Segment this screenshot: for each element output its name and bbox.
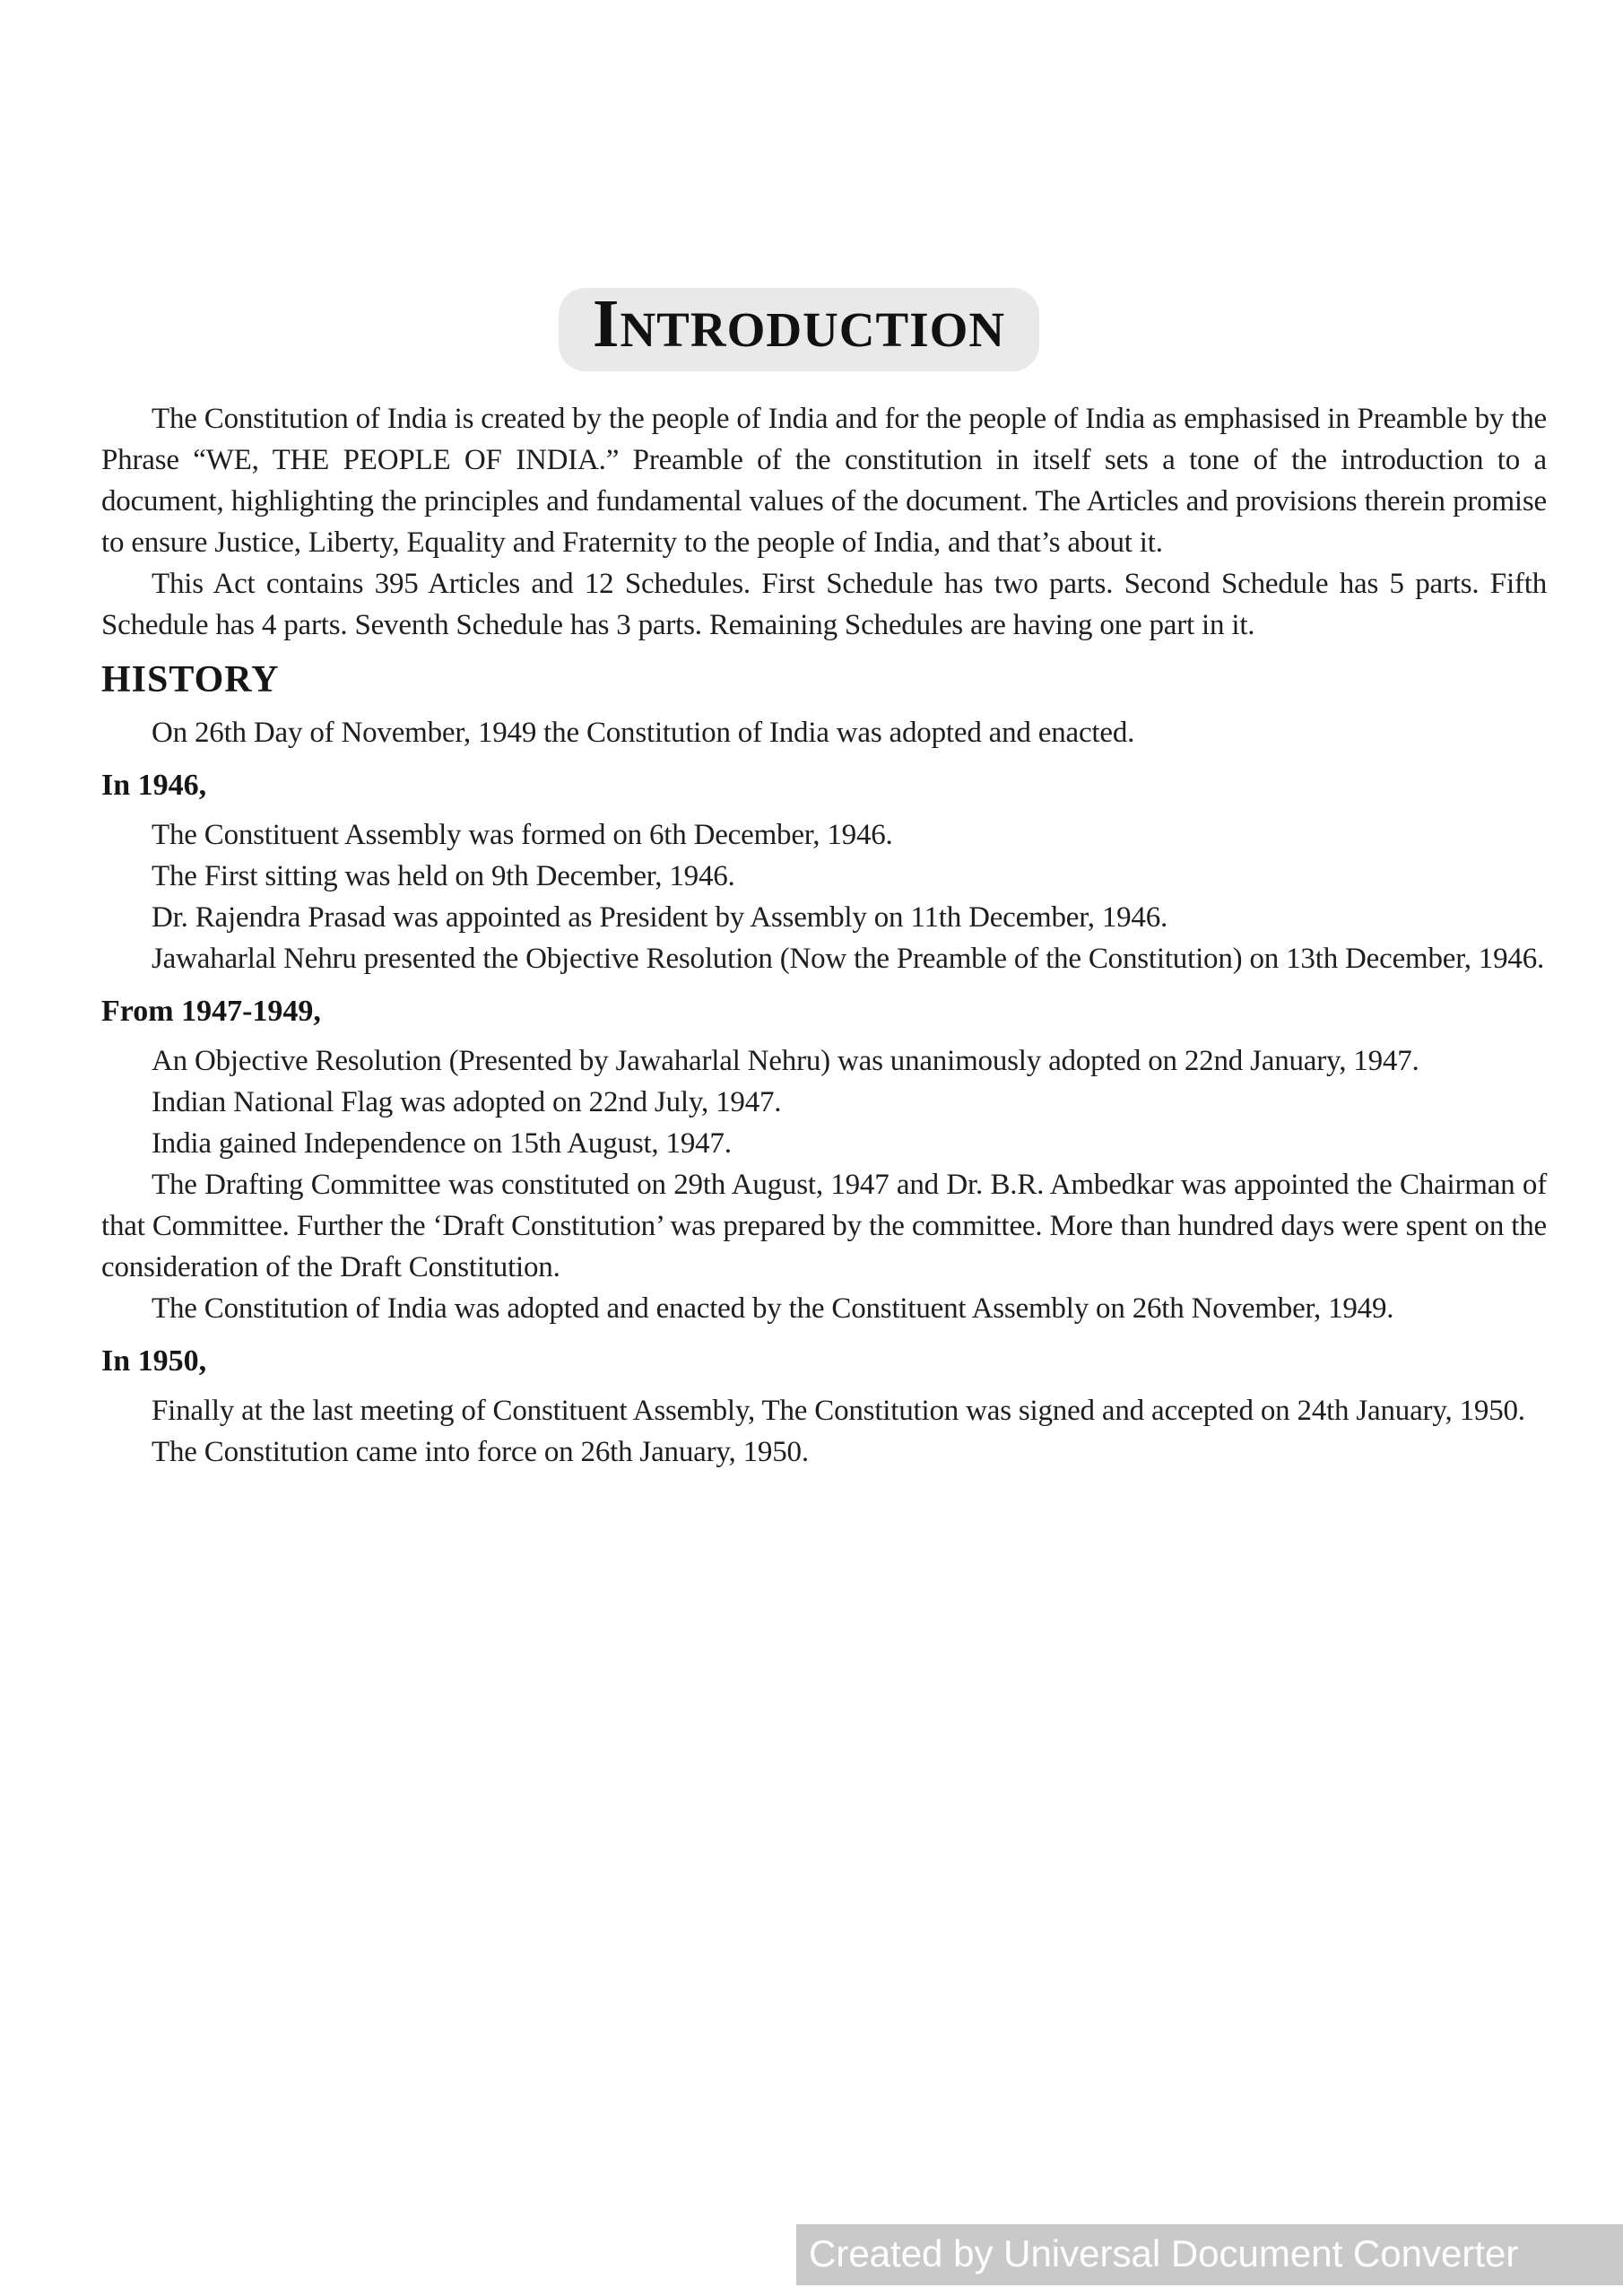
history-item: Jawaharlal Nehru presented the Objective Resolution (Now the Preamble of the Constitution) on 13th December, 1946.: [152, 943, 1545, 975]
history-heading: HISTORY: [101, 659, 280, 700]
history-item: An Objective Resolution (Presented by Jawaharlal Nehru) was unanimously adopted on 22nd January, 1947.: [152, 1045, 1419, 1077]
watermark-badge: Created by Universal Document Converter: [796, 2224, 1623, 2285]
section-heading-1946: In 1946,: [101, 769, 207, 802]
chapter-title-text: NTRODUCTION: [620, 302, 1006, 357]
history-item: The Constitution of India was adopted and enacted by the Constituent Assembly on 26th November, 1949.: [152, 1292, 1394, 1325]
chapter-title-initial: I: [592, 286, 621, 361]
intro-paragraph: The Constitution of India is created by the people of India and for the people of India as emphasised in Preamble by the Phrase “WE, THE PEOPLE OF INDIA.” Preamble of the constitution in itself sets a tone of the introduction to a document, highlighting the principles and fundamental values of the document. The Articles and provisions therein promise to ensure Justice, Liberty, Equality and Fraternity to the people of India, and that’s about it.: [101, 403, 1547, 559]
section-heading-1947-1949: From 1947-1949,: [101, 995, 321, 1028]
history-lead-paragraph: On 26th Day of November, 1949 the Constitution of India was adopted and enacted.: [152, 717, 1135, 749]
history-item: Finally at the last meeting of Constituent Assembly, The Constitution was signed and accepted on 24th January, 1950.: [152, 1395, 1525, 1427]
history-item: Indian National Flag was adopted on 22nd July, 1947.: [152, 1086, 782, 1118]
history-item: The First sitting was held on 9th December, 1946.: [152, 860, 735, 892]
document-page: [101, 288, 1547, 1473]
title-row: [101, 288, 1547, 371]
history-item: The Drafting Committee was constituted on 29th August, 1947 and Dr. B.R. Ambedkar was appointed the Chairman of that Committee. Further the ‘Draft Constitution’ was prepared by the committee. More than hundred days were spent on the consideration of the Draft Constitution.: [101, 1169, 1547, 1283]
history-item: The Constituent Assembly was formed on 6th December, 1946.: [152, 819, 893, 851]
history-item: India gained Independence on 15th August, 1947.: [152, 1127, 732, 1160]
history-item: The Constitution came into force on 26th January, 1950.: [152, 1436, 809, 1468]
chapter-title-box: [559, 288, 1039, 371]
section-heading-1950: In 1950,: [101, 1344, 207, 1378]
history-item: Dr. Rajendra Prasad was appointed as President by Assembly on 11th December, 1946.: [152, 901, 1168, 934]
intro-paragraph: This Act contains 395 Articles and 12 Schedules. First Schedule has two parts. Second Schedule has 5 parts. Fifth Schedule has 4 parts. Seventh Schedule has 3 parts. Remaining Schedules are having one part in it.: [101, 568, 1547, 641]
